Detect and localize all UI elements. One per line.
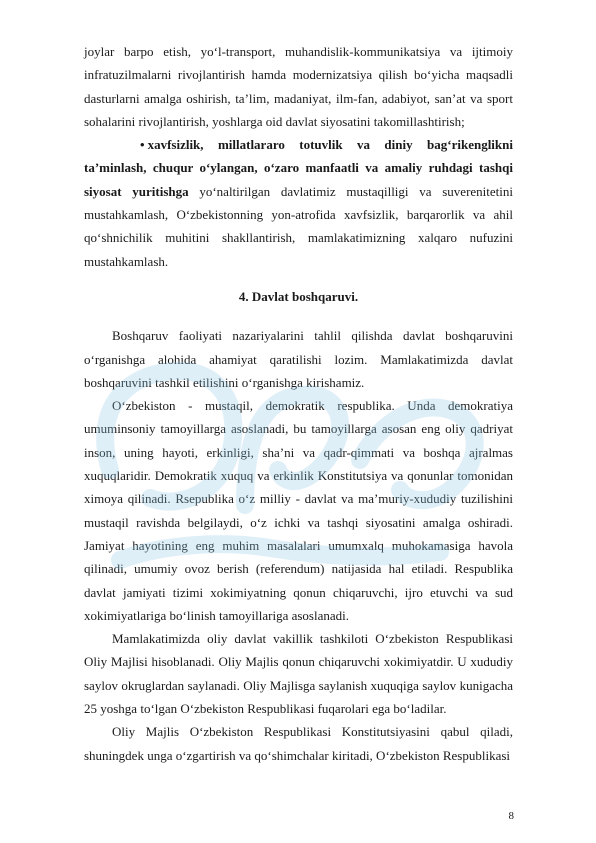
section-heading: 4. Davlat boshqaruvi. (238, 288, 359, 304)
paragraph-boshqaruv: Boshqaruv faoliyati nazariyalarini tahlil qilishda davlat boshqaruvini o‘rganishga alohida ahamiyat qaratilishi lozim. Mamlakatimizda davlat boshqaruvini tashkil etilishini o‘rganishga kirishamiz. (84, 328, 513, 390)
bullet-security (84, 133, 513, 273)
paragraph-constitution: Oliy Majlis O‘zbekiston Respublikasi Konstitutsiyasini qabul qiladi, shuningdek unga o‘zgartirish va qo‘shimchalar kiritadi, O‘zbekiston Respublikasi (84, 724, 513, 763)
bullet-rest-text: yo‘naltirilgan davlatimiz mustaqilligi va suverenitetini mustahkamlash, O‘zbekistonning yon-atrofida xavfsizlik, barqarorlik va ahil qo‘shnichilik muhitini shakllantirish, mamlakatimizning xalqaro nufuzini mustahkamlash. (84, 183, 513, 269)
paragraph-infrastructure: joylar barpo etish, yo‘l-transport, muhandislik-kommunikatsiya va ijtimoiy infratuzilmalarni rivojlantirish hamda modernizatsiya qilish bo‘yicha maqsadli dasturlarni amalga oshirish, ta’lim, madaniyat, ilm-fan, adabiyot, san’at va sport sohalarini rivojlantirish, yoshlarga oid davlat siyosatini takomillashtirish; (84, 44, 513, 129)
paragraph-uzbekistan: O‘zbekiston - mustaqil, demokratik respublika. Unda demokratiya umuminsoniy tamoyillarga asoslanadi, bu tamoyillarga asosan eng oliy qadriyat inson, uning hayoti, erkinligi, sha’ni va qadr-qimmati va boshqa ajralmas xuquqlaridir. Demokratik xuquq va erkinlik Konstitutsiya va qonunlar tomonidan ximoya qilinadi. Rsepublika o‘z milliy - davlat va ma’muriy-xududiy tuzilishini mustaqil ravishda belgilaydi, o‘z ichki va tashqi siyosatini amalga oshiradi. Jamiyat hayotining eng muhim masalalari umumxalq muhokamasiga havola qilinadi, umumiy ovoz berish (referendum) natijasida hal etiladi. Respublika davlat jamiyati tizimi xokimiyatning qonun chiqaruvchi, ijro etuvchi va sud xokimiyatlariga bo‘linish tamoyillariga asoslanadi. (84, 398, 513, 623)
paragraph-oliy-majlis: Mamlakatimizda oliy davlat vakillik tashkiloti O‘zbekiston Respublikasi Oliy Majlisi hisoblanadi. Oliy Majlis qonun chiqaruvchi xokimiyatdir. U xududiy saylov okruglardan saylanadi. Oliy Majlisga saylanish xuquqiga saylov kunigacha 25 yoshga to‘lgan O‘zbekiston Respublikasi fuqarolari ega bo‘ladilar. (84, 631, 513, 717)
bullet-bold-text: xavfsizlik, millatlararo totuvlik va diniy bag‘rikenglikni ta’minlash, chuqur o‘ylangan, o‘zaro manfaatli va amaliy ruhdagi tashqi siyosat yuritishga (84, 137, 513, 199)
page-number: 8 (508, 810, 514, 822)
document-body (84, 40, 513, 767)
bullet-icon: • (140, 137, 145, 153)
